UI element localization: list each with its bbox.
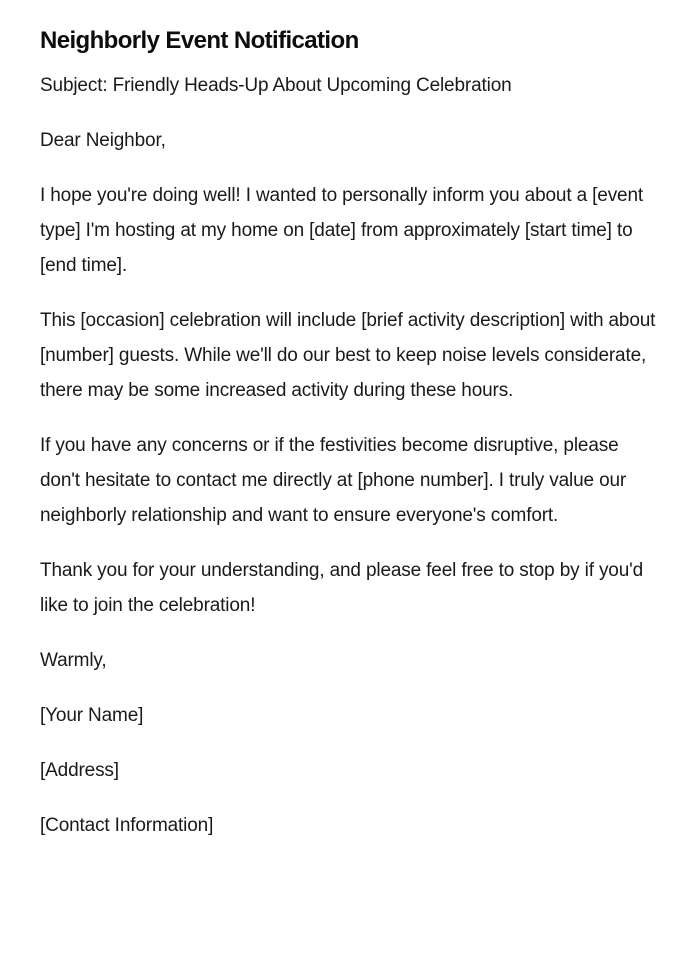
subject-line: Subject: Friendly Heads-Up About Upcoming Celebration <box>40 75 512 96</box>
body-paragraph-1: I hope you're doing well! I wanted to personally inform you about a [event type] I'm hosting at my home on [date] from approximately [start time] to [end time]. <box>40 185 644 276</box>
body-paragraph-4: Thank you for your understanding, and please feel free to stop by if you'd like to join the celebration! <box>40 560 644 616</box>
closing: Warmly, <box>40 650 107 671</box>
signature-contact: [Contact Information] <box>40 815 214 836</box>
body-paragraph-3: If you have any concerns or if the festivities become disruptive, please don't hesitate to contact me directly at [phone number]. I truly value our neighborly relationship and want to ensure everyone's comfort. <box>40 435 627 526</box>
signature-name: [Your Name] <box>40 705 144 726</box>
greeting: Dear Neighbor, <box>40 130 166 151</box>
document-title: Neighborly Event Notification <box>40 27 359 54</box>
signature-address: [Address] <box>40 760 119 781</box>
body-paragraph-2: This [occasion] celebration will include [brief activity description] with about [number] guests. While we'll do our best to keep noise levels considerate, there may be some increased activity during these hours. <box>40 310 656 401</box>
